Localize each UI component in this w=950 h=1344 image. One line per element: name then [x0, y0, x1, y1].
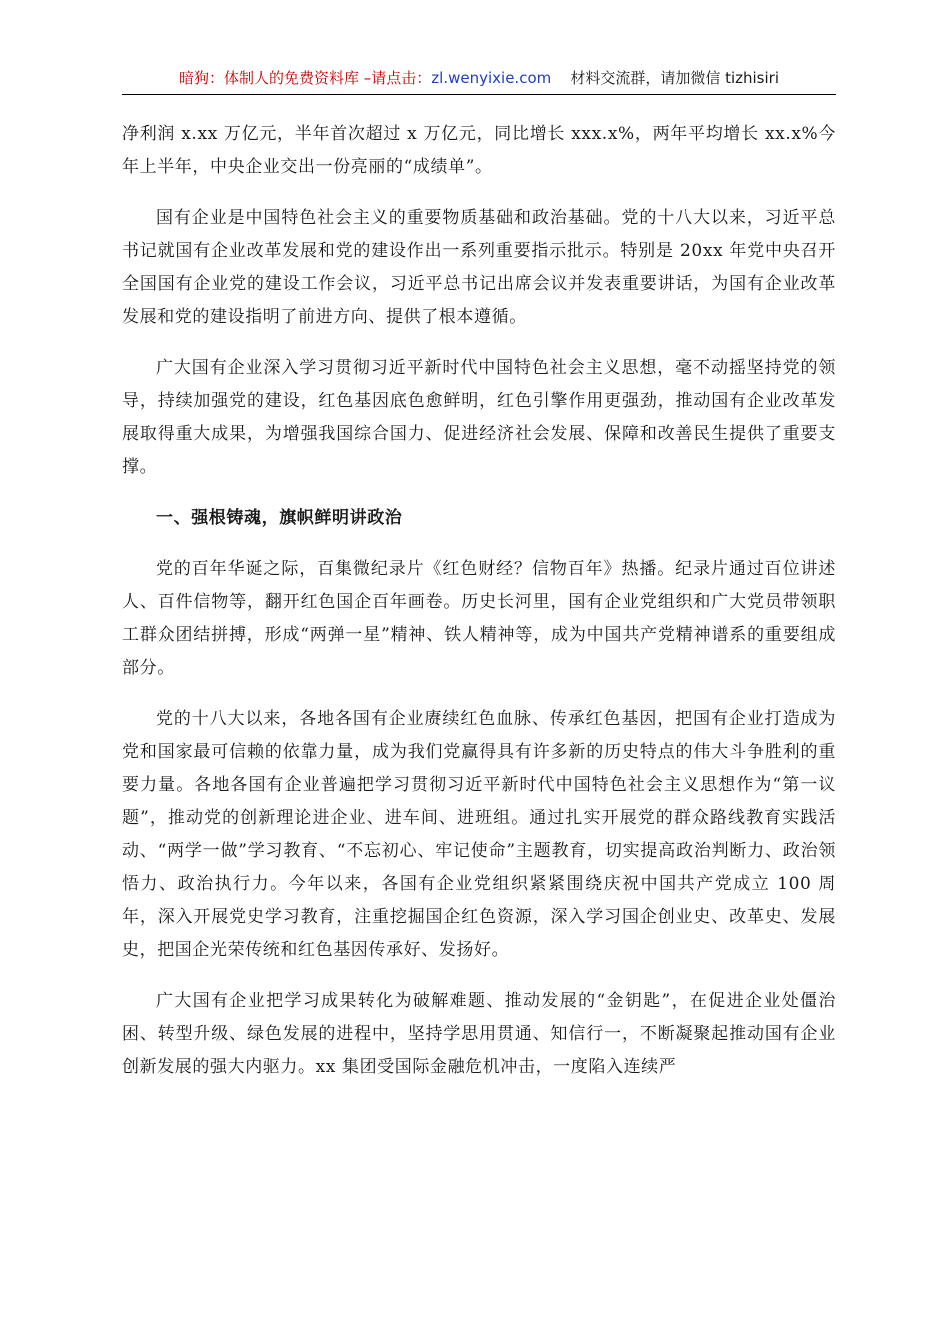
header-click-prompt: –请点击：	[359, 69, 432, 87]
section-heading: 一、强根铸魂，旗帜鲜明讲政治	[156, 508, 403, 528]
header-link[interactable]: zl.wenyixie.com	[431, 69, 552, 87]
header-wechat-note: 材料交流群，请加微信 tizhisiri	[570, 69, 779, 87]
paragraph: 广大国有企业深入学习贯彻习近平新时代中国特色社会主义思想，毫不动摇坚持党的领导，持续加强党的建设，红色基因底色愈鲜明，红色引擎作用更强劲，推动国有企业改革发展取得重大成果，为增强我国综合国力、促进经济社会发展、保障和改善民生提供了重要支撑。	[122, 358, 836, 477]
paragraph: 广大国有企业把学习成果转化为破解难题、推动发展的“金钥匙”，在促进企业处僵治困、转型升级、绿色发展的进程中，坚持学思用贯通、知信行一，不断凝聚起推动国有企业创新发展的强大内驱力。xx 集团受国际金融危机冲击，一度陷入连续严	[122, 991, 836, 1077]
paragraph: 党的十八大以来，各地各国有企业赓续红色血脉、传承红色基因，把国有企业打造成为党和国家最可信赖的依靠力量，成为我们党赢得具有许多新的历史特点的伟大斗争胜利的重要力量。各地各国有企业普遍把学习贯彻习近平新时代中国特色社会主义思想作为“第一议题”，推动党的创新理论进企业、进车间、进班组。通过扎实开展党的群众路线教育实践活动、“两学一做”学习教育、“不忘初心、牢记使命”主题教育，切实提高政治判断力、政治领悟力、政治执行力。今年以来，各国有企业党组织紧紧围绕庆祝中国共产党成立 100 周年，深入开展党史学习教育，注重挖掘国企红色资源，深入学习国企创业史、改革史、发展史，把国企光荣传统和红色基因传承好、发扬好。	[122, 709, 836, 960]
document-body	[122, 118, 836, 1102]
paragraph: 党的百年华诞之际，百集微纪录片《红色财经？信物百年》热播。纪录片通过百位讲述人、百件信物等，翻开红色国企百年画卷。历史长河里，国有企业党组织和广大党员带领职工群众团结拼搏，形成“两弹一星”精神、铁人精神等，成为中国共产党精神谱系的重要组成部分。	[122, 559, 836, 678]
page-header	[122, 68, 836, 95]
header-site-name: 暗狗：体制人的免费资料库	[179, 69, 360, 87]
paragraph: 净利润 x.xx 万亿元，半年首次超过 x 万亿元，同比增长 xxx.x%，两年平均增长 xx.x%今年上半年，中央企业交出一份亮丽的“成绩单”。	[122, 124, 836, 177]
paragraph: 国有企业是中国特色社会主义的重要物质基础和政治基础。党的十八大以来，习近平总书记就国有企业改革发展和党的建设作出一系列重要指示批示。特别是 20xx 年党中央召开全国国有企业党的建设工作会议，习近平总书记出席会议并发表重要讲话，为国有企业改革发展和党的建设指明了前进方向、提供了根本遵循。	[122, 208, 836, 327]
